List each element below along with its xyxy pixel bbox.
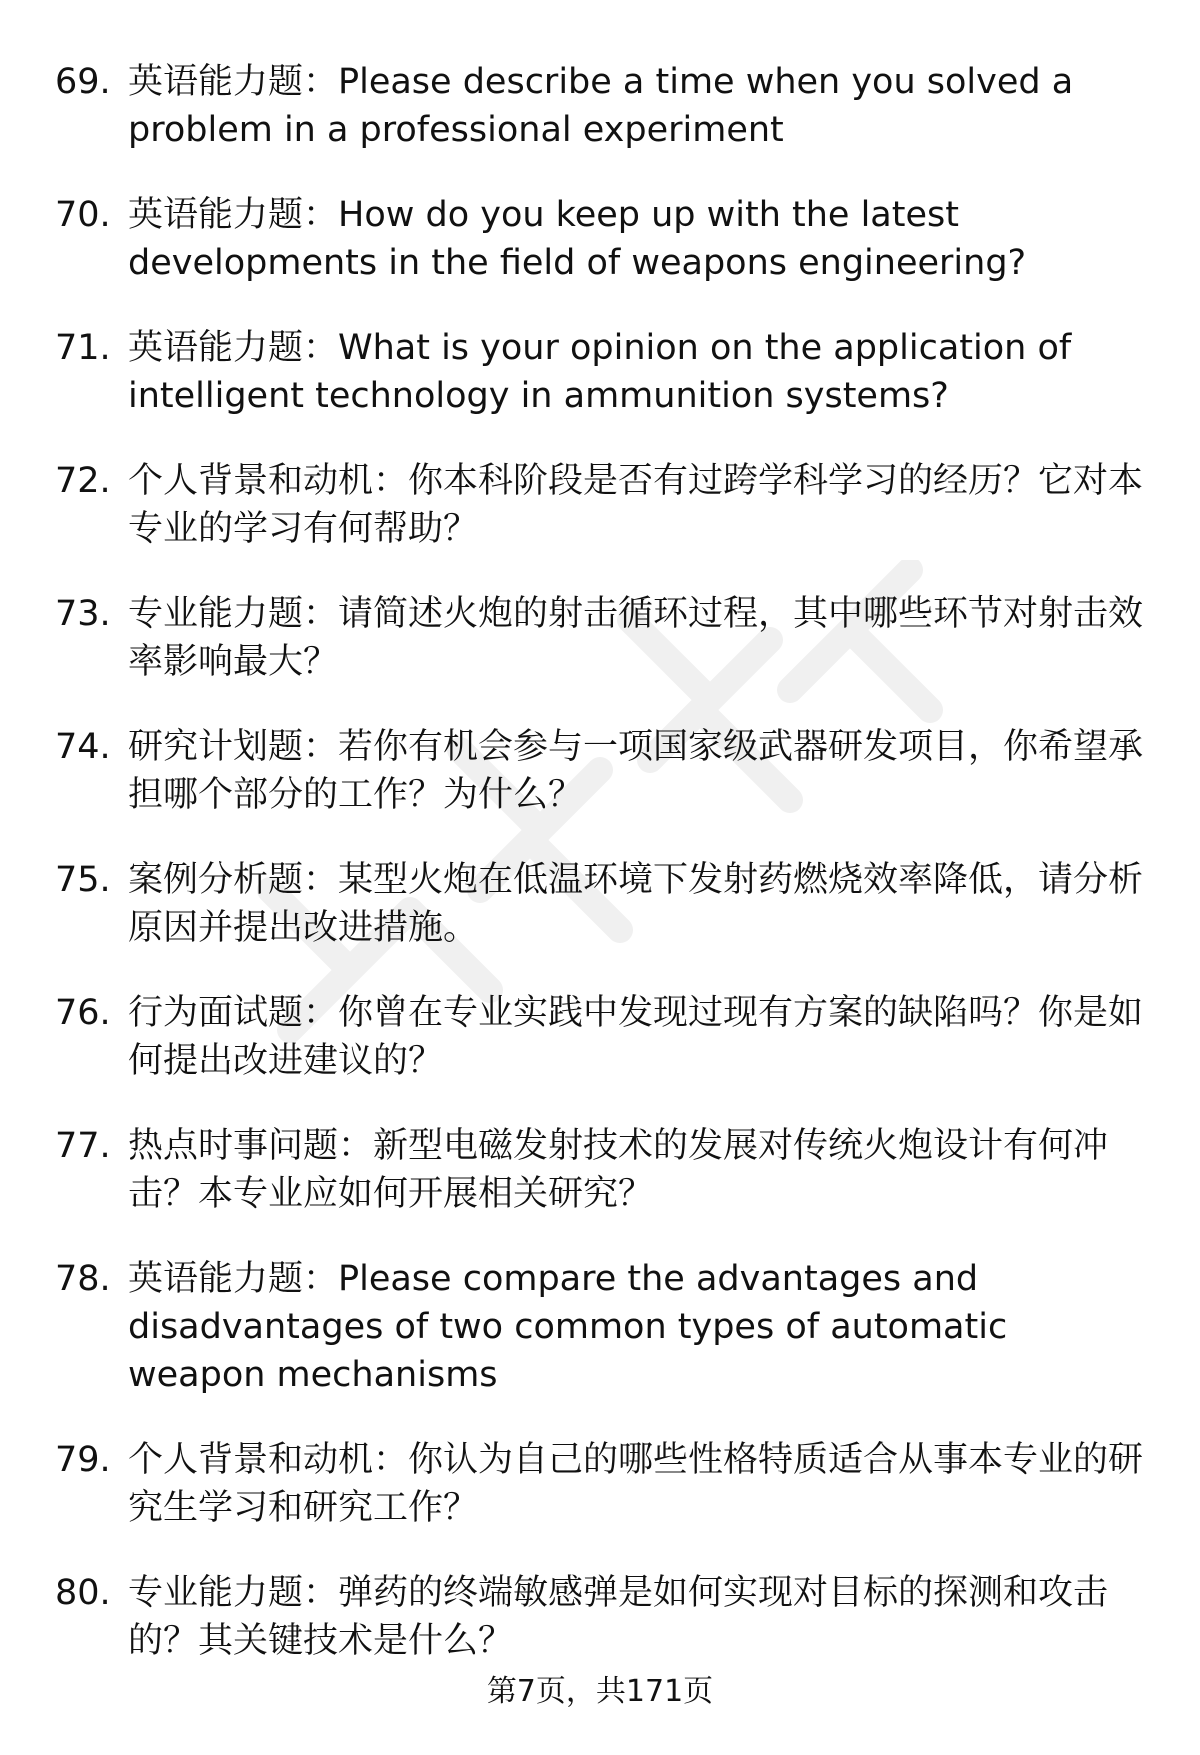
question-text: 英语能力题：Please compare the advantages and disadvantages of two common types of automatic weapon mechanisms xyxy=(128,1259,1008,1395)
question-number: 77. xyxy=(55,1126,111,1166)
question-text: 行为面试题：你曾在专业实践中发现过现有方案的缺陷吗？你是如何提出改进建议的？ xyxy=(128,993,1144,1081)
question-number: 80. xyxy=(55,1573,111,1613)
question-text: 热点时事问题：新型电磁发射技术的发展对传统火炮设计有何冲击？本专业应如何开展相关研究？ xyxy=(128,1126,1109,1214)
question-text: 研究计划题：若你有机会参与一项国家级武器研发项目，你希望承担哪个部分的工作？为什么？ xyxy=(128,727,1144,815)
question-number: 79. xyxy=(55,1440,111,1480)
question-text: 英语能力题：Please describe a time when you solved a problem in a professional experiment xyxy=(128,62,1074,150)
question-item xyxy=(55,590,1145,686)
question-item xyxy=(55,1255,1145,1399)
question-number: 73. xyxy=(55,594,111,634)
question-text: 英语能力题：What is your opinion on the application of intelligent technology in ammunition systems? xyxy=(128,328,1072,416)
question-item xyxy=(55,1436,1145,1532)
question-item xyxy=(55,723,1145,819)
question-item xyxy=(55,856,1145,952)
question-text: 个人背景和动机：你认为自己的哪些性格特质适合从事本专业的研究生学习和研究工作？ xyxy=(128,1440,1144,1528)
question-text: 个人背景和动机：你本科阶段是否有过跨学科学习的经历？它对本专业的学习有何帮助？ xyxy=(128,461,1144,549)
question-item xyxy=(55,1569,1145,1665)
question-number: 72. xyxy=(55,461,111,501)
question-number: 75. xyxy=(55,860,111,900)
question-number: 69. xyxy=(55,62,111,102)
question-item xyxy=(55,191,1145,287)
question-text: 案例分析题：某型火炮在低温环境下发射药燃烧效率降低，请分析原因并提出改进措施。 xyxy=(128,860,1144,948)
question-text: 专业能力题：弹药的终端敏感弹是如何实现对目标的探测和攻击的？其关键技术是什么？ xyxy=(128,1573,1109,1661)
question-number: 76. xyxy=(55,993,111,1033)
question-item xyxy=(55,324,1145,420)
question-number: 78. xyxy=(55,1259,111,1299)
question-text: 英语能力题：How do you keep up with the latest developments in the field of weapons engineering? xyxy=(128,195,1027,283)
question-item xyxy=(55,1122,1145,1218)
question-number: 70. xyxy=(55,195,111,235)
question-number: 74. xyxy=(55,727,111,767)
question-item xyxy=(55,989,1145,1085)
question-item xyxy=(55,58,1145,154)
question-text: 专业能力题：请简述火炮的射击循环过程，其中哪些环节对射击效率影响最大？ xyxy=(128,594,1144,682)
page-number-footer: 第7页，共171页 xyxy=(486,1674,714,1709)
question-list xyxy=(55,58,1145,1702)
question-item xyxy=(55,457,1145,553)
question-number: 71. xyxy=(55,328,111,368)
